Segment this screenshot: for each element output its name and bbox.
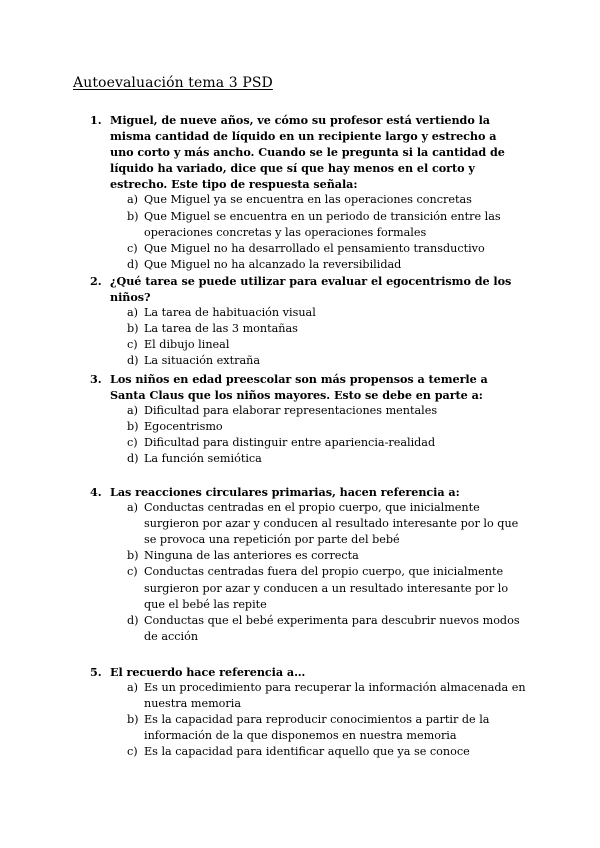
question-stem: Los niños en edad preescolar son más propensos a temerle a Santa Claus que los niños mayores. Esto se debe en parte a:: [110, 372, 488, 403]
option-letter: d): [127, 257, 139, 271]
option-text: Ninguna de las anteriores es correcta: [144, 549, 359, 563]
option: [0, 192, 528, 208]
question-text: [0, 112, 522, 192]
option-letter: b): [127, 549, 139, 563]
option-text: La función semiótica: [144, 452, 262, 466]
option: [0, 451, 528, 467]
option: [0, 712, 528, 744]
option: [0, 613, 528, 645]
option: [0, 564, 528, 612]
option-letter: d): [127, 613, 139, 627]
question-number: 1.: [90, 113, 102, 127]
question-5: [0, 664, 600, 761]
question-text: [0, 664, 522, 680]
option: [0, 744, 528, 760]
option-letter: a): [127, 681, 139, 695]
question-3: [0, 371, 600, 468]
option-text: La situación extraña: [144, 354, 261, 368]
option-text: El dibujo lineal: [144, 338, 230, 352]
option-text: Que Miguel ya se encuentra en las operaciones concretas: [144, 193, 472, 207]
option: [0, 209, 528, 241]
option-letter: a): [127, 404, 139, 418]
question-2: [0, 273, 600, 370]
option: [0, 337, 528, 353]
option-letter: a): [127, 306, 139, 320]
options-list: [0, 192, 600, 272]
question-number: 4.: [90, 485, 102, 499]
question-stem: Miguel, de nueve años, ve cómo su profesor está vertiendo la misma cantidad de líquido en un recipiente largo y estrecho a uno corto y más ancho. Cuando se le pregunta si la cantidad de líquido ha variado, dice que sí que hay menos en el corto y estrecho. Este tipo de respuesta señala:: [110, 113, 505, 192]
option-text: Que Miguel no ha desarrollado el pensamiento transductivo: [144, 241, 485, 255]
page-title: Autoevaluación tema 3 PSD: [73, 75, 273, 91]
option: [0, 500, 528, 548]
options-list: [0, 305, 600, 369]
option: [0, 403, 528, 419]
question-text: [0, 484, 522, 500]
option-letter: c): [127, 436, 138, 450]
question-number: 2.: [90, 274, 102, 288]
question-stem: ¿Qué tarea se puede utilizar para evaluar el egocentrismo de los niños?: [110, 274, 512, 305]
question-1: [0, 112, 600, 273]
option-text: Dificultad para distinguir entre apariencia-realidad: [144, 436, 436, 450]
question-text: [0, 273, 522, 305]
question-stem: El recuerdo hace referencia a…: [110, 665, 306, 679]
option-text: Que Miguel se encuentra en un periodo de transición entre las operaciones concretas y las operaciones formales: [144, 209, 501, 239]
option-text: Conductas centradas fuera del propio cuerpo, que inicialmente surgieron por azar y conducen a un resultado interesante por lo que el bebé las repite: [144, 565, 509, 611]
option-text: Que Miguel no ha alcanzado la reversibilidad: [144, 257, 402, 271]
option-letter: a): [127, 501, 139, 515]
option-letter: d): [127, 354, 139, 368]
option-text: Es un procedimiento para recuperar la información almacenada en nuestra memoria: [144, 681, 526, 711]
option-letter: b): [127, 713, 139, 727]
option-letter: b): [127, 420, 139, 434]
options-list: [0, 680, 600, 760]
option-text: Conductas que el bebé experimenta para descubrir nuevos modos de acción: [144, 613, 520, 643]
option: [0, 241, 528, 257]
option: [0, 257, 528, 273]
option: [0, 680, 528, 712]
option-letter: d): [127, 452, 139, 466]
option-text: Es la capacidad para identificar aquello que ya se conoce: [144, 745, 470, 759]
option-text: La tarea de habituación visual: [144, 306, 316, 320]
question-4: [0, 484, 600, 645]
option-text: Conductas centradas en el propio cuerpo, que inicialmente surgieron por azar y conducen al resultado interesante por lo que se provoca una repetición por parte del bebé: [144, 501, 519, 547]
question-number: 3.: [90, 372, 102, 386]
option-letter: a): [127, 193, 139, 207]
option: [0, 435, 528, 451]
option-text: La tarea de las 3 montañas: [144, 322, 298, 336]
option-letter: c): [127, 241, 138, 255]
question-text: [0, 371, 522, 403]
question-number: 5.: [90, 665, 102, 679]
option-text: Dificultad para elaborar representaciones mentales: [144, 404, 438, 418]
option: [0, 305, 528, 321]
option-letter: c): [127, 338, 138, 352]
option-letter: c): [127, 745, 138, 759]
option-text: Egocentrismo: [144, 420, 223, 434]
question-stem: Las reacciones circulares primarias, hacen referencia a:: [110, 485, 460, 499]
option: [0, 321, 528, 337]
options-list: [0, 403, 600, 467]
option: [0, 548, 528, 564]
option: [0, 353, 528, 369]
option-letter: b): [127, 322, 139, 336]
options-list: [0, 500, 600, 645]
option: [0, 419, 528, 435]
option-letter: c): [127, 565, 138, 579]
option-text: Es la capacidad para reproducir conocimientos a partir de la información de la que disponemos en nuestra memoria: [144, 713, 490, 743]
option-letter: b): [127, 209, 139, 223]
